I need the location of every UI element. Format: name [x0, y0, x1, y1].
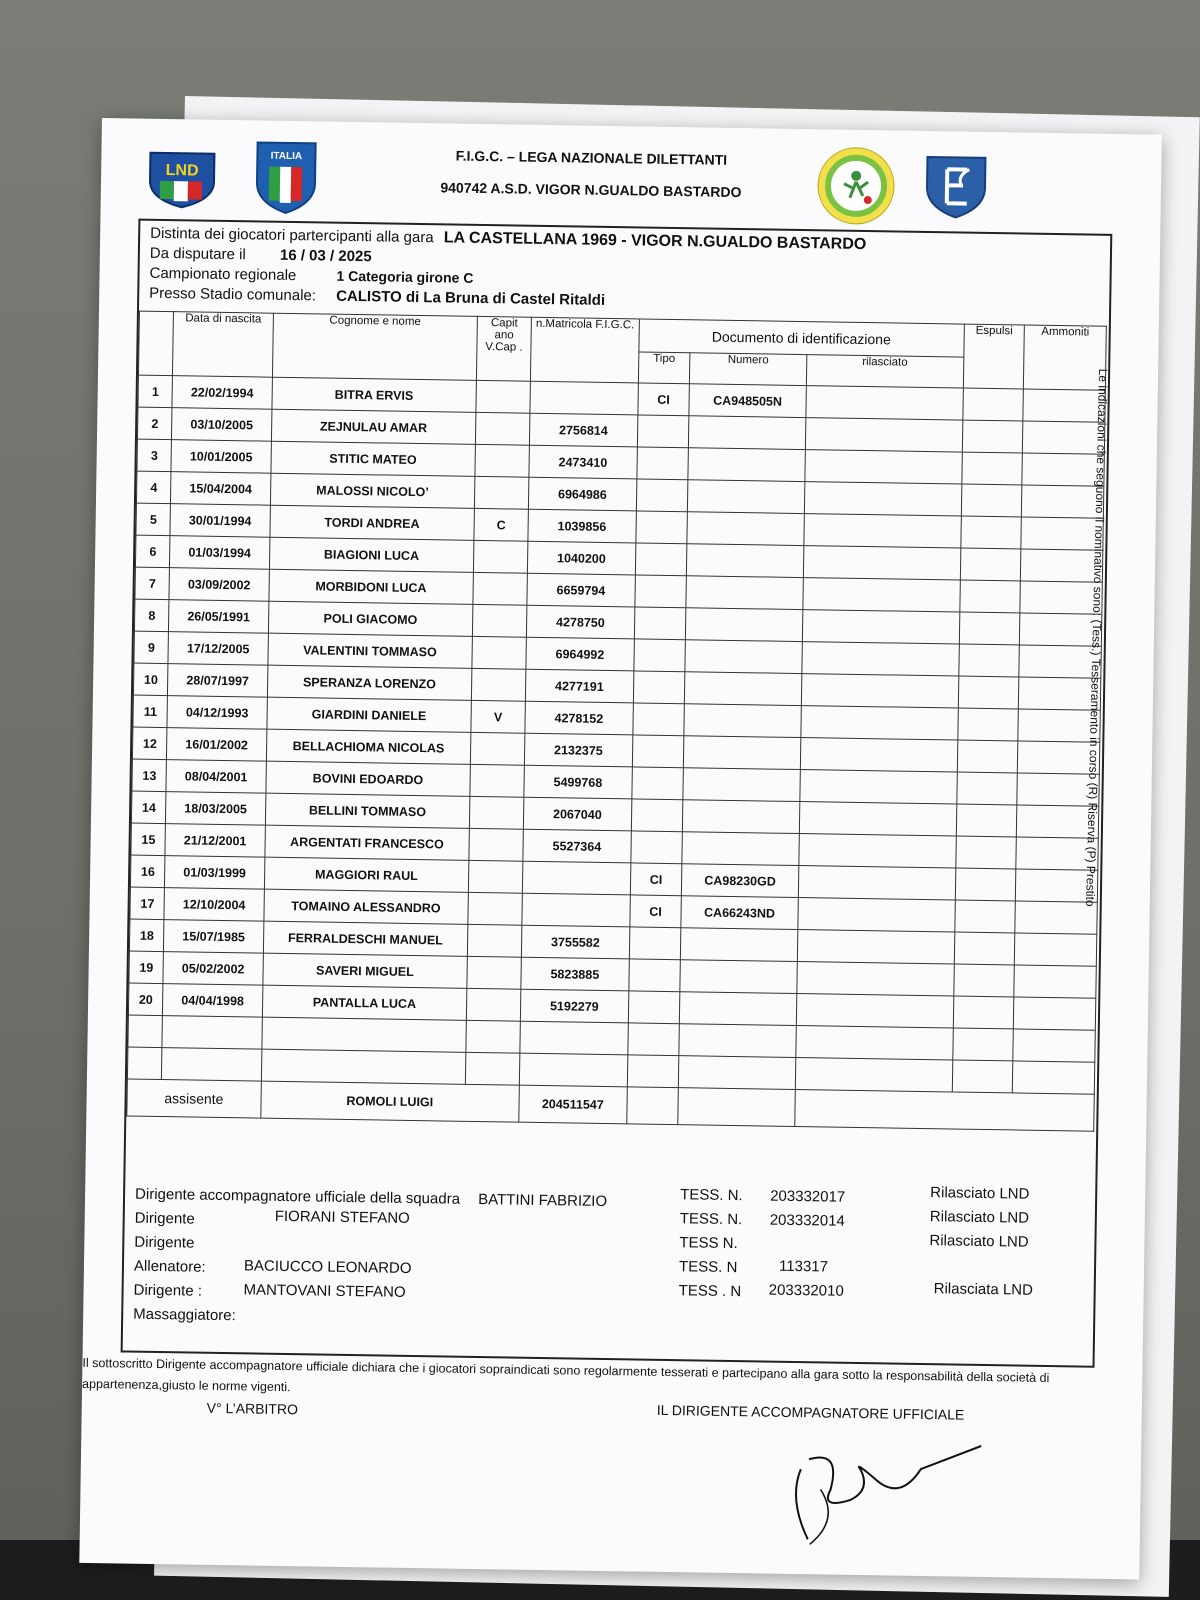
- row-name: STITIC MATEO: [270, 441, 475, 476]
- col-documento-header: Documento di identificazione: [639, 319, 965, 357]
- row-captain: [474, 540, 528, 573]
- row-matricola: 2067040: [523, 797, 631, 831]
- row-doc-rilasciato: [805, 386, 963, 420]
- row-ammoniti: [1022, 453, 1104, 486]
- row-espulsi: [955, 868, 1016, 901]
- row-espulsi: [959, 644, 1020, 677]
- col-name-header: Cognome e nome: [272, 313, 478, 380]
- row-doc-numero: [683, 768, 800, 802]
- row-matricola: 4278750: [526, 605, 634, 639]
- row-captain: [469, 828, 523, 861]
- match-date: 16 / 03 / 2025: [279, 246, 372, 266]
- row-doc-rilasciato: [803, 514, 961, 548]
- row-doc-numero: [684, 736, 801, 770]
- row-espulsi: [957, 740, 1018, 773]
- row-name: MAGGIORI RAUL: [264, 857, 469, 892]
- row-captain: [466, 988, 520, 1021]
- row-matricola: 2756814: [529, 413, 637, 447]
- row-captain: [469, 796, 523, 829]
- tess-num-1: 203332017: [770, 1187, 846, 1206]
- tess-ril-1: Rilasciato LND: [930, 1184, 1030, 1203]
- row-doc-tipo: [631, 767, 683, 800]
- assistant-name: ROMOLI LUIGI: [260, 1081, 519, 1122]
- row-birthdate: 26/05/1991: [169, 600, 269, 634]
- row-doc-rilasciato: [797, 930, 955, 964]
- row-number: 9: [134, 631, 169, 664]
- stadio-value: CALISTO di La Bruna di Castel Ritaldi: [336, 287, 606, 309]
- row-birthdate: 12/10/2004: [164, 888, 264, 922]
- tess-num-5: 203332010: [768, 1281, 844, 1300]
- row-doc-tipo: [632, 735, 684, 768]
- tess-ril-5: Rilasciata LND: [933, 1280, 1034, 1299]
- row-matricola: 5499768: [524, 765, 632, 799]
- row-birthdate: 28/07/1997: [168, 664, 268, 698]
- row-doc-tipo: [633, 639, 685, 672]
- vigor-logo-icon: [815, 145, 896, 226]
- row-doc-numero: [689, 416, 806, 450]
- row-name: GIARDINI DANIELE: [266, 697, 471, 732]
- dirigente1-name: FIORANI STEFANO: [274, 1207, 410, 1227]
- row-captain: [473, 572, 527, 605]
- row-ammoniti: [1023, 389, 1105, 422]
- col-matricola-header: n.Matricola F.I.G.C.: [530, 317, 639, 383]
- row-number: 15: [131, 823, 166, 856]
- row-espulsi: [958, 708, 1019, 741]
- row-doc-rilasciato: [805, 418, 963, 452]
- allenatore-name: BACIUCCO LEONARDO: [243, 1257, 412, 1278]
- tess-label-2: TESS. N.: [679, 1210, 743, 1229]
- row-doc-tipo: [632, 703, 684, 736]
- row-captain: [473, 604, 527, 637]
- row-number: 20: [128, 983, 163, 1016]
- row-doc-numero: [685, 640, 802, 674]
- players-table-body: [128, 375, 1105, 1030]
- row-birthdate: 01/03/1999: [165, 856, 265, 890]
- row-doc-rilasciato: [800, 706, 958, 740]
- row-number: 10: [133, 663, 168, 696]
- row-doc-rilasciato: [796, 962, 954, 996]
- row-number: 2: [137, 407, 172, 440]
- match-teams: LA CASTELLANA 1969 - VIGOR N.GUALDO BASTARDO: [443, 229, 867, 254]
- row-doc-tipo: CI: [630, 863, 682, 896]
- row-matricola: [530, 381, 638, 415]
- row-doc-tipo: [637, 447, 689, 480]
- row-espulsi: [961, 516, 1022, 549]
- players-table: [126, 311, 1107, 1132]
- row-matricola: [522, 893, 630, 927]
- row-number: 7: [135, 567, 170, 600]
- campionato-value: 1 Categoria girone C: [336, 267, 474, 286]
- row-birthdate: 17/12/2005: [168, 632, 268, 666]
- presso-label: Presso Stadio comunale:: [149, 284, 317, 305]
- row-name: ZEJNULAU AMAR: [271, 409, 476, 444]
- row-doc-numero: [687, 544, 804, 578]
- row-captain: [468, 892, 522, 925]
- campionato-label: Campionato regionale: [149, 264, 297, 285]
- lnd-logo-icon: [146, 147, 219, 210]
- row-name: BOVINI EDOARDO: [265, 761, 470, 796]
- row-birthdate: 05/02/2002: [163, 952, 263, 986]
- row-name: FERRALDESCHI MANUEL: [263, 921, 468, 956]
- row-number: 4: [136, 471, 171, 504]
- row-matricola: 1039856: [528, 509, 636, 543]
- row-espulsi: [956, 836, 1017, 869]
- row-name: MALOSSI NICOLO’: [270, 473, 475, 508]
- row-doc-numero: [684, 704, 801, 738]
- row-matricola: [522, 861, 630, 895]
- match-sheet: [79, 118, 1162, 1579]
- campionato-line: [149, 265, 473, 287]
- col-espulsi-header: Espulsi: [963, 324, 1024, 389]
- row-doc-numero: [680, 992, 797, 1026]
- row-matricola: 4277191: [525, 669, 633, 703]
- row-matricola: 5823885: [521, 957, 629, 991]
- row-matricola: 6964986: [528, 477, 636, 511]
- tess-num-2: 203332014: [769, 1211, 845, 1230]
- tess-label-4: TESS. N: [678, 1258, 738, 1277]
- row-doc-numero: [686, 608, 803, 642]
- massaggiatore-label: Massaggiatore:: [133, 1305, 236, 1325]
- row-doc-numero: CA98230GD: [682, 864, 799, 898]
- row-espulsi: [957, 772, 1018, 805]
- row-doc-rilasciato: [804, 450, 962, 484]
- row-doc-tipo: [633, 671, 685, 704]
- row-birthdate: 03/10/2005: [172, 408, 272, 442]
- row-name: SPERANZA LORENZO: [267, 665, 472, 700]
- row-doc-tipo: [630, 831, 682, 864]
- row-doc-rilasciato: [799, 770, 957, 804]
- header-line-2: 940742 A.S.D. VIGOR N.GUALDO BASTARDO: [440, 179, 742, 201]
- row-doc-numero: [685, 672, 802, 706]
- col-number-header: [138, 311, 173, 376]
- tess-label-1: TESS. N.: [680, 1186, 743, 1205]
- row-name: TORDI ANDREA: [269, 505, 474, 540]
- row-doc-numero: [686, 576, 803, 610]
- signature-icon: [780, 1429, 982, 1552]
- row-matricola: 3755582: [521, 925, 629, 959]
- row-matricola: 1040200: [527, 541, 635, 575]
- staff-section: [133, 1186, 1075, 1361]
- dirigente-acc-label: Dirigente accompagnatore ufficiale della squadra: [134, 1185, 461, 1208]
- row-ammoniti: [1014, 933, 1096, 966]
- col-captain-header: Capit ano V.Cap .: [477, 316, 532, 381]
- row-doc-rilasciato: [799, 802, 957, 836]
- row-doc-tipo: [636, 479, 688, 512]
- dirigente1-label: Dirigente: [134, 1209, 195, 1228]
- row-ammoniti: [1014, 965, 1096, 998]
- row-name: POLI GIACOMO: [268, 601, 473, 636]
- row-captain: [467, 924, 521, 957]
- row-number: 8: [134, 599, 169, 632]
- row-number: 19: [129, 951, 164, 984]
- row-number: 13: [132, 759, 167, 792]
- row-espulsi: [958, 676, 1019, 709]
- row-birthdate: 22/02/1994: [172, 376, 272, 410]
- row-espulsi: [959, 612, 1020, 645]
- row-number: 16: [130, 855, 165, 888]
- col-tipo-header: Tipo: [638, 352, 690, 384]
- row-birthdate: 03/09/2002: [169, 568, 269, 602]
- row-doc-tipo: [636, 511, 688, 544]
- row-doc-rilasciato: [797, 898, 955, 932]
- stadio-line: [149, 285, 605, 309]
- row-name: BELLACHIOMA NICOLAS: [266, 729, 471, 764]
- row-name: PANTALLA LUCA: [262, 985, 467, 1020]
- dirigente2-label: Dirigente: [134, 1233, 195, 1252]
- row-name: TOMAINO ALESSANDRO: [263, 889, 468, 924]
- row-matricola: 5192279: [520, 989, 628, 1023]
- row-birthdate: 21/12/2001: [165, 824, 265, 858]
- row-ammoniti: [1013, 997, 1095, 1030]
- row-doc-tipo: CI: [629, 895, 681, 928]
- row-doc-rilasciato: [800, 738, 958, 772]
- row-matricola: 4278152: [525, 701, 633, 735]
- row-matricola: 6659794: [527, 573, 635, 607]
- row-espulsi: [962, 452, 1023, 485]
- tess-ril-3: Rilasciato LND: [929, 1232, 1029, 1251]
- row-captain: [476, 380, 530, 413]
- row-ammoniti: [1022, 421, 1104, 454]
- row-number: 6: [135, 535, 170, 568]
- row-captain: [471, 732, 525, 765]
- row-espulsi: [954, 932, 1015, 965]
- row-doc-tipo: [635, 543, 687, 576]
- row-name: BELLINI TOMMASO: [265, 793, 470, 828]
- row-birthdate: 18/03/2005: [166, 792, 266, 826]
- row-doc-tipo: [628, 959, 680, 992]
- row-doc-numero: [683, 800, 800, 834]
- row-name: VALENTINI TOMMASO: [267, 633, 472, 668]
- row-doc-rilasciato: [803, 546, 961, 580]
- row-doc-tipo: CI: [638, 383, 690, 416]
- row-doc-rilasciato: [802, 610, 960, 644]
- row-doc-numero: [688, 480, 805, 514]
- row-captain: [467, 956, 521, 989]
- row-name: BITRA ERVIS: [271, 377, 476, 412]
- row-doc-tipo: [637, 415, 689, 448]
- row-birthdate: 16/01/2002: [167, 728, 267, 762]
- row-number: 14: [131, 791, 166, 824]
- footer-declaration: Il sottoscritto Dirigente accompagnatore ufficiale dichiara che i giocatori sopraindicati sono regolarmente tesserati e partecipano alla gara sotto la responsabilità della società di appartenenza,giusto le norme vigenti.: [82, 1355, 1050, 1395]
- row-birthdate: 15/07/1985: [164, 920, 264, 954]
- row-doc-numero: [688, 448, 805, 482]
- row-doc-rilasciato: [796, 994, 954, 1028]
- tess-label-3: TESS N.: [679, 1234, 738, 1253]
- row-name: ARGENTATI FRANCESCO: [264, 825, 469, 860]
- col-numero-header: Numero: [690, 353, 807, 386]
- row-doc-rilasciato: [798, 834, 956, 868]
- row-espulsi: [955, 900, 1016, 933]
- row-number: 18: [129, 919, 164, 952]
- row-espulsi: [963, 388, 1024, 421]
- row-birthdate: 08/04/2001: [166, 760, 266, 794]
- arbitro-label: V° L’ARBITRO: [206, 1399, 299, 1418]
- row-number: 12: [132, 727, 167, 760]
- dirigente-ufficiale-label: IL DIRIGENTE ACCOMPAGNATORE UFFICIALE: [656, 1401, 965, 1423]
- row-matricola: 2473410: [529, 445, 637, 479]
- row-doc-rilasciato: [801, 642, 959, 676]
- row-birthdate: 10/01/2005: [171, 440, 271, 474]
- distinta-label: Distinta dei giocatori partercipanti alla gara: [150, 224, 434, 247]
- roster-frame: [121, 219, 1113, 1368]
- row-birthdate: 30/01/1994: [170, 504, 270, 538]
- row-doc-rilasciato: [798, 866, 956, 900]
- row-captain: [476, 412, 530, 445]
- row-captain: [475, 476, 529, 509]
- assistant-label: assisente: [127, 1079, 261, 1118]
- row-birthdate: 04/04/1998: [163, 984, 263, 1018]
- tess-num-4: 113317: [778, 1257, 829, 1276]
- row-espulsi: [953, 996, 1014, 1029]
- col-birthdate-header: Data di nascita: [173, 312, 273, 378]
- row-doc-rilasciato: [801, 674, 959, 708]
- tess-ril-2: Rilasciato LND: [929, 1208, 1030, 1227]
- row-captain: [468, 860, 522, 893]
- italia-logo-icon: [253, 138, 320, 215]
- row-number: 5: [136, 503, 171, 536]
- svg-text:LND: LND: [165, 162, 199, 180]
- row-number: 17: [130, 887, 165, 920]
- row-doc-numero: [680, 960, 797, 994]
- row-doc-rilasciato: [802, 578, 960, 612]
- row-espulsi: [961, 484, 1022, 517]
- row-doc-tipo: [629, 927, 681, 960]
- row-matricola: 6964992: [526, 637, 634, 671]
- row-doc-rilasciato: [804, 482, 962, 516]
- row-espulsi: [960, 580, 1021, 613]
- row-espulsi: [960, 548, 1021, 581]
- row-name: BIAGIONI LUCA: [269, 537, 474, 572]
- row-captain: [475, 444, 529, 477]
- row-doc-tipo: [634, 575, 686, 608]
- row-birthdate: 01/03/1994: [170, 536, 270, 570]
- date-line: [150, 245, 372, 265]
- row-doc-numero: [681, 928, 798, 962]
- row-captain: C: [474, 508, 528, 541]
- allenatore-label: Allenatore:: [133, 1257, 206, 1276]
- row-captain: [470, 764, 524, 797]
- empoli-logo-icon: [920, 151, 991, 222]
- row-doc-numero: CA66243ND: [681, 896, 798, 930]
- row-birthdate: 15/04/2004: [171, 472, 271, 506]
- date-label: Da disputare il: [149, 244, 246, 264]
- row-birthdate: 04/12/1993: [167, 696, 267, 730]
- row-number: 11: [133, 695, 168, 728]
- row-number: 1: [138, 375, 173, 408]
- row-doc-numero: CA948505N: [689, 384, 806, 418]
- dirigente3-label: Dirigente :: [133, 1281, 203, 1300]
- dirigente-acc-name: BATTINI FABRIZIO: [478, 1191, 608, 1211]
- row-captain: V: [471, 700, 525, 733]
- side-note: Le indicazioni che seguono il nominativo sono: (Tess.) Tesseramento in corso (R) Riserva (P) Prestito: [1083, 368, 1111, 907]
- tess-label-5: TESS . N: [678, 1282, 742, 1301]
- header-line-1: F.I.G.C. – LEGA NAZIONALE DILETTANTI: [455, 147, 728, 168]
- row-doc-numero: [682, 832, 799, 866]
- svg-text:ITALIA: ITALIA: [270, 150, 303, 163]
- dirigente3-name: MANTOVANI STEFANO: [243, 1281, 406, 1301]
- col-ammoniti-header: Ammoniti: [1023, 325, 1106, 390]
- row-doc-tipo: [628, 991, 680, 1024]
- row-name: MORBIDONI LUCA: [268, 569, 473, 604]
- row-matricola: 5527364: [523, 829, 631, 863]
- row-captain: [472, 636, 526, 669]
- row-captain: [472, 668, 526, 701]
- row-espulsi: [954, 964, 1015, 997]
- row-name: SAVERI MIGUEL: [262, 953, 467, 988]
- row-espulsi: [956, 804, 1017, 837]
- row-number: 3: [137, 439, 172, 472]
- assistant-matricola: 204511547: [519, 1085, 627, 1124]
- row-ammoniti: [1021, 485, 1103, 518]
- row-espulsi: [962, 420, 1023, 453]
- row-doc-numero: [687, 512, 804, 546]
- col-rilasciato-header: rilasciato: [806, 355, 964, 388]
- row-doc-tipo: [634, 607, 686, 640]
- row-doc-tipo: [631, 799, 683, 832]
- row-matricola: 2132375: [524, 733, 632, 767]
